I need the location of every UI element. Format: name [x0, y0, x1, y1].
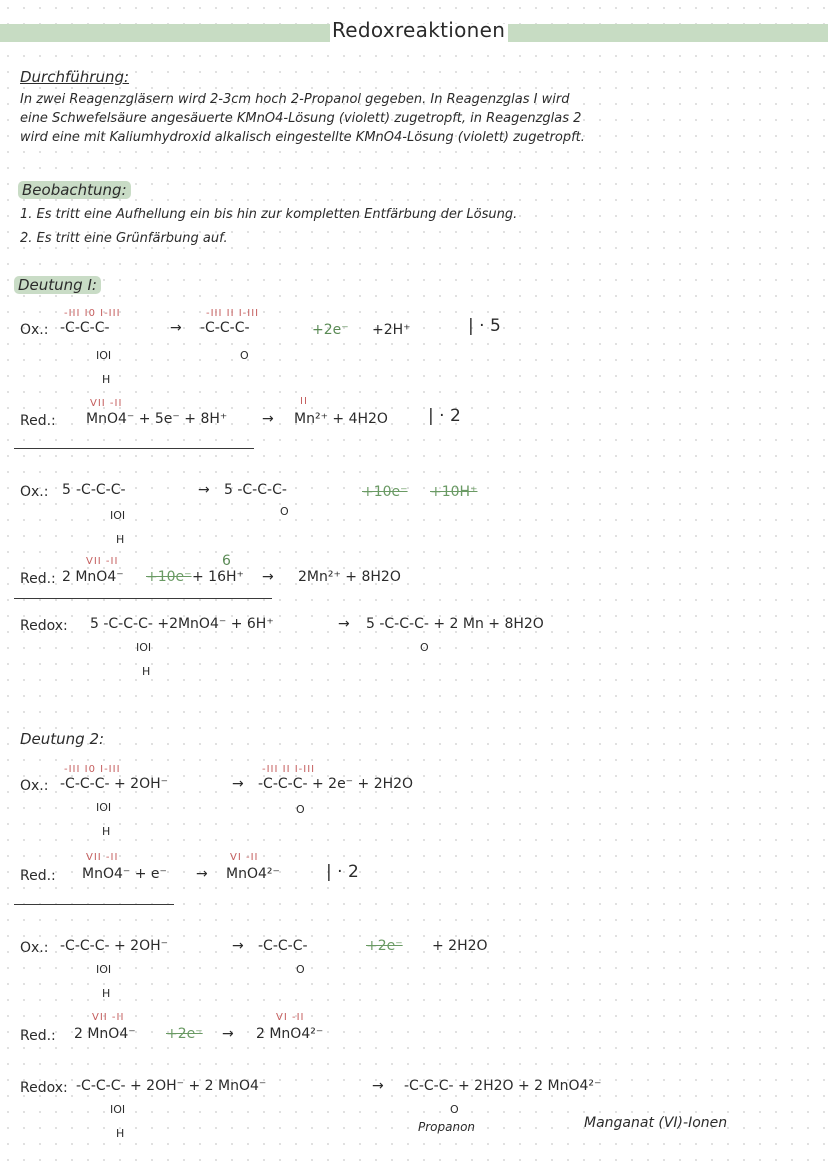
oxidation-number-mn: II [300, 396, 308, 407]
redox-label: Redox: [20, 618, 68, 634]
arrow: → [262, 569, 274, 585]
reduction-right: 2Mn²⁺ + 8H2O [298, 569, 401, 585]
beobachtung-heading: Beobachtung: [18, 181, 131, 199]
carbonyl-oxygen: O [296, 963, 305, 976]
ox-label: Ox.: [20, 940, 49, 956]
oxidation-numbers: VI -II [230, 852, 259, 863]
electrons-cancelled: +2e⁻ [166, 1026, 203, 1042]
red-label: Red.: [20, 1028, 56, 1044]
oxidation-numbers: VII -II [86, 556, 119, 567]
hydrogen: H [116, 533, 125, 546]
coefficient: 5 [62, 482, 71, 498]
arrow: → [170, 320, 182, 336]
redox-label: Redox: [20, 1080, 68, 1096]
oh-group: IOI [110, 509, 126, 522]
arrow: → [232, 938, 244, 954]
redox-left: -C-C-C- + 2OH⁻ + 2 MnO4⁻ [76, 1078, 267, 1094]
divider [14, 448, 254, 449]
durchfuehrung-line: In zwei Reagenzgläsern wird 2-3cm hoch 2-Propanol gegeben. In Reagenzglas I wird [20, 92, 570, 107]
hydrogen: H [102, 373, 111, 386]
divider [14, 904, 174, 905]
red-label: Red.: [20, 413, 56, 429]
arrow: → [222, 1026, 234, 1042]
page-title: Redoxreaktionen [332, 18, 506, 42]
redox-right: -C-C-C- + 2H2O + 2 MnO4²⁻ [404, 1078, 602, 1094]
arrow: → [262, 411, 274, 427]
durchfuehrung-line: eine Schwefelsäure angesäuerte KMnO4-Lösung (violett) zugetropft, in Reagenzglas 2 [20, 111, 582, 126]
reduction-left: MnO4⁻ + e⁻ [82, 866, 167, 882]
arrow: → [338, 616, 350, 632]
arrow: → [232, 776, 244, 792]
oxidation-numbers: -III II I-III [206, 308, 260, 319]
molecule-2-propanol: -C-C-C- [60, 320, 110, 336]
reduction-right: 2 MnO4²⁻ [256, 1026, 324, 1042]
arrow: → [198, 482, 210, 498]
factor: | · 5 [468, 316, 501, 336]
hydrogen: H [142, 665, 151, 678]
reduction-right: MnO4²⁻ [226, 866, 280, 882]
redox-right: 5 -C-C-C- + 2 Mn + 8H2O [366, 616, 544, 632]
oxidation-numbers: VI -II [276, 1012, 305, 1023]
arrow: → [196, 866, 208, 882]
protons: + 16H⁺ [192, 569, 244, 585]
reduction-right: Mn²⁺ + 4H2O [294, 411, 388, 427]
factor: | · 2 [428, 406, 461, 426]
protons: +2H⁺ [372, 322, 411, 338]
oh-group: IOI [110, 1103, 126, 1116]
red-label: Red.: [20, 868, 56, 884]
red-label: Red.: [20, 571, 56, 587]
oh-group: IOI [136, 641, 152, 654]
electrons-cancelled: +10e⁻ [146, 569, 192, 585]
oxidation-numbers: VII -II [92, 1012, 125, 1023]
electrons: +2e⁻ [312, 322, 349, 338]
factor: | · 2 [326, 862, 359, 882]
deutung2-heading: Deutung 2: [20, 730, 105, 748]
ox-right: -C-C-C- [258, 938, 308, 954]
protons-cancelled: +10H⁺ [430, 484, 478, 500]
ox-label: Ox.: [20, 484, 49, 500]
carbonyl-oxygen: O [296, 803, 305, 816]
hydrogen: H [102, 825, 111, 838]
reduction-left: MnO4⁻ + 5e⁻ + 8H⁺ [86, 411, 228, 427]
ox-left: -C-C-C- + 2OH⁻ [60, 776, 169, 792]
oxidation-numbers: VII -II [90, 398, 123, 409]
reduction-left: 2 MnO4⁻ [74, 1026, 136, 1042]
oxidation-numbers: -III I0 I-III [64, 308, 121, 319]
oh-group: IOI [96, 349, 112, 362]
molecule-propanone: -C-C-C- [200, 320, 250, 336]
molecule-propanone: 5 -C-C-C- [224, 482, 287, 498]
redox-left: 5 -C-C-C- +2MnO4⁻ + 6H⁺ [90, 616, 274, 632]
hydrogen: H [102, 987, 111, 1000]
arrow: → [372, 1078, 384, 1094]
ox-label: Ox.: [20, 322, 49, 338]
ox-right: -C-C-C- + 2e⁻ + 2H2O [258, 776, 414, 792]
hydrogen: H [116, 1127, 125, 1140]
carbonyl-oxygen: O [420, 641, 429, 654]
manganat-note: Manganat (VI)-Ionen [584, 1115, 728, 1131]
deutung1-heading: Deutung I: [14, 276, 101, 294]
oh-group: IOI [96, 801, 112, 814]
carbonyl-oxygen: O [450, 1103, 459, 1116]
reduction-left: 2 MnO4⁻ [62, 569, 124, 585]
beobachtung-line: 2. Es tritt eine Grünfärbung auf. [20, 231, 228, 246]
divider [14, 598, 272, 599]
water: + 2H2O [432, 938, 488, 954]
beobachtung-line: 1. Es tritt eine Aufhellung ein bis hin zur kompletten Entfärbung der Lösung. [20, 207, 518, 222]
oxidation-numbers: VII -II [86, 852, 119, 863]
durchfuehrung-line: wird eine mit Kaliumhydroxid alkalisch eingestellte KMnO4-Lösung (violett) zugetropft. [20, 130, 585, 145]
oh-group: IOI [96, 963, 112, 976]
carbonyl-oxygen: O [240, 349, 249, 362]
proton-correction: 6 [222, 553, 231, 569]
durchfuehrung-heading: Durchführung: [20, 68, 130, 86]
ox-label: Ox.: [20, 778, 49, 794]
ox-left: -C-C-C- + 2OH⁻ [60, 938, 169, 954]
product-name: Propanon [418, 1120, 476, 1134]
oxidation-numbers: -III I0 I-III [64, 764, 121, 775]
electrons-cancelled: +2e⁻ [366, 938, 403, 954]
carbonyl-oxygen: O [280, 505, 289, 518]
oxidation-numbers: -III II I-III [262, 764, 316, 775]
electrons-cancelled: +10e⁻ [362, 484, 408, 500]
molecule-2-propanol: -C-C-C- [76, 482, 126, 498]
